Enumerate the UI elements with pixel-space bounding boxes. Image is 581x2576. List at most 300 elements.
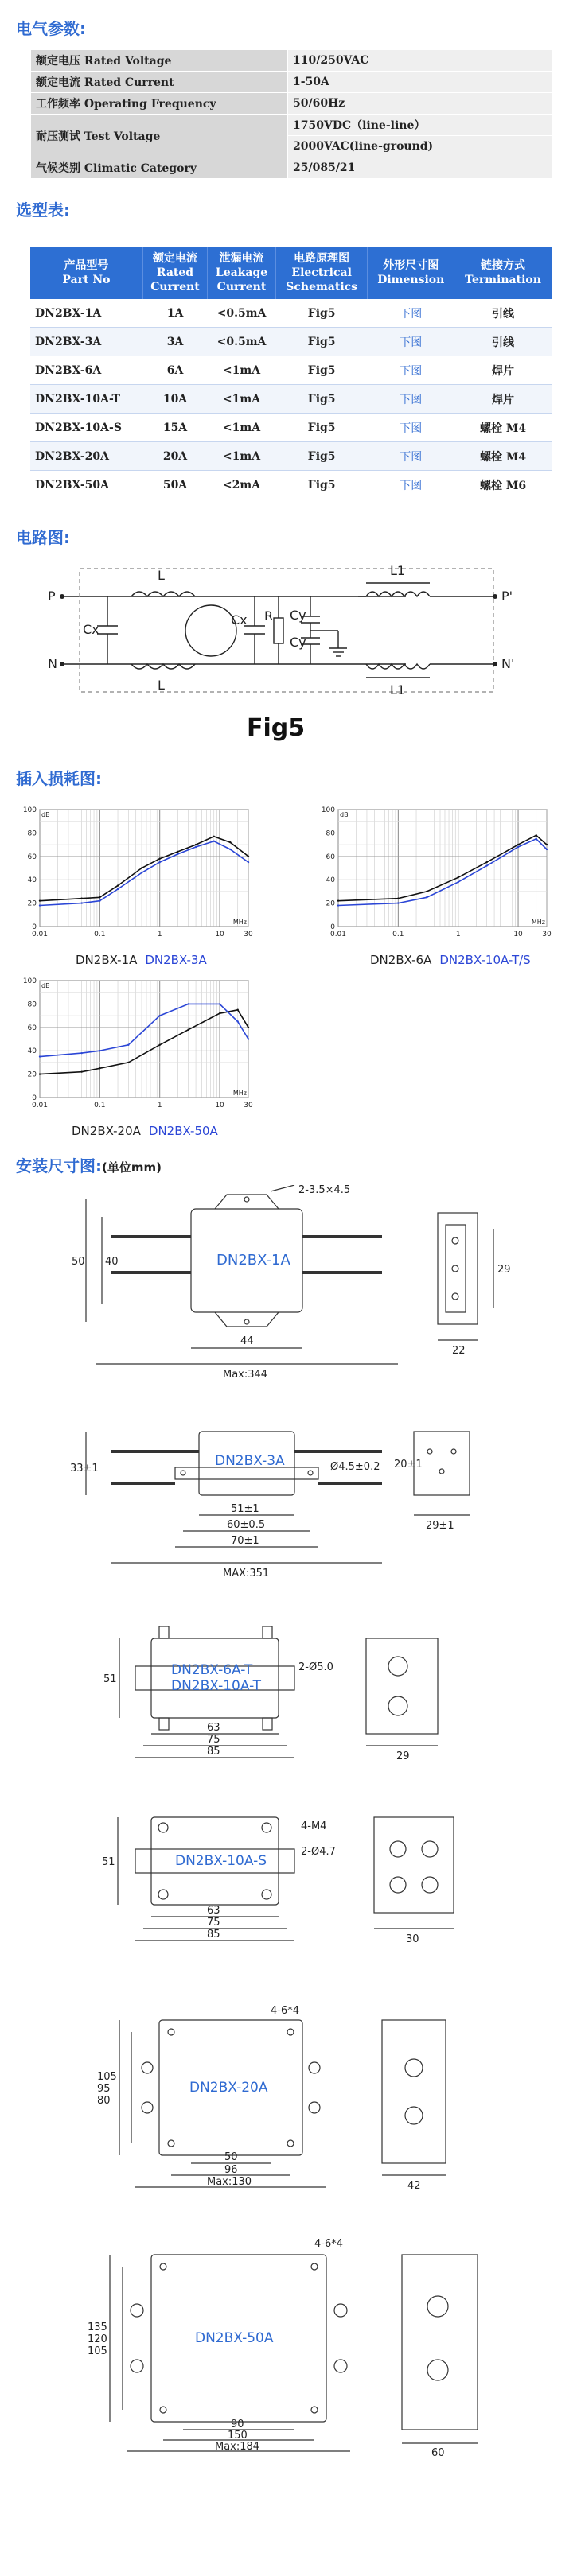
screw-terminal xyxy=(131,2360,143,2372)
cell-termination: 引线 xyxy=(454,328,552,356)
dim-height-2: 40 xyxy=(105,1256,119,1268)
selection-table xyxy=(30,247,552,499)
mount-hole xyxy=(244,1319,249,1324)
params-table xyxy=(30,49,552,179)
screw-terminal xyxy=(262,1823,271,1832)
loss-section-title: 插入损耗图: xyxy=(16,769,102,788)
dimension-link[interactable]: 下图 xyxy=(368,471,454,499)
cell-termination: 螺栓 M6 xyxy=(454,471,552,499)
dims-section-title xyxy=(16,1153,162,1176)
dimension-link[interactable]: 下图 xyxy=(368,299,454,328)
label-p: P xyxy=(48,589,56,604)
x-tick-label: 10 xyxy=(215,931,224,938)
table-row xyxy=(30,471,552,499)
data-point xyxy=(248,1027,249,1028)
header-line: 额定电流 xyxy=(153,252,198,265)
side-width: 42 xyxy=(407,2180,421,2192)
y-tick-label: 80 xyxy=(27,830,37,838)
hole-label: 2-3.5×4.5 xyxy=(298,1185,351,1196)
dim-height: 51 xyxy=(103,1673,117,1685)
solder-tab xyxy=(159,1626,169,1638)
dimension-link[interactable]: 下图 xyxy=(368,385,454,414)
l1-top-winding xyxy=(366,592,430,596)
y-unit-label: dB xyxy=(41,982,50,989)
dim-width: 44 xyxy=(240,1335,254,1347)
cell-leakage: <1mA xyxy=(208,414,276,442)
header-leakage-current xyxy=(208,247,276,299)
cell-part-no: DN2BX-50A xyxy=(30,471,142,499)
param-value: 2000VAC(line-ground) xyxy=(288,136,552,157)
side-terminal xyxy=(451,1449,456,1454)
y-tick-label: 100 xyxy=(22,977,37,985)
y-tick-label: 40 xyxy=(326,876,335,885)
y-tick-label: 60 xyxy=(27,853,37,861)
param-key: 耐压测试 Test Voltage xyxy=(31,115,288,157)
mount-hole xyxy=(181,1471,185,1475)
label-r: R xyxy=(264,608,274,624)
x-tick-label: 0.1 xyxy=(94,1102,106,1109)
side-terminal xyxy=(405,2059,423,2077)
data-point xyxy=(337,899,339,901)
param-value: 110/250VAC xyxy=(288,50,552,72)
dim-width-2: 75 xyxy=(207,1917,220,1929)
solder-tab xyxy=(263,1718,272,1730)
dim-height: 33±1 xyxy=(70,1463,99,1474)
cell-schematic: Fig5 xyxy=(275,442,368,471)
label-n-out: N' xyxy=(501,656,515,671)
side-width: 29±1 xyxy=(426,1520,454,1532)
y-tick-label: 20 xyxy=(27,1070,37,1079)
data-point xyxy=(195,846,197,848)
header-line: Current xyxy=(150,281,200,293)
param-key: 气候类别 Climatic Category xyxy=(31,157,288,179)
header-line: 外形尺寸图 xyxy=(383,259,439,272)
data-point xyxy=(457,881,458,883)
cell-rated: 20A xyxy=(142,442,207,471)
label-p-out: P' xyxy=(501,589,513,604)
data-point xyxy=(99,1050,100,1051)
model-label: DN2BX-6A-T xyxy=(171,1662,253,1678)
header-line: 泄漏电流 xyxy=(219,252,264,265)
fig5-label: Fig5 xyxy=(247,714,306,742)
model-label: DN2BX-20A xyxy=(189,2080,268,2096)
dim-max: MAX:351 xyxy=(223,1568,270,1579)
side-view xyxy=(366,1638,438,1734)
mount-hole xyxy=(287,2140,294,2147)
cell-part-no: DN2BX-10A-T xyxy=(30,385,142,414)
side-terminal xyxy=(405,2107,423,2124)
data-point xyxy=(546,849,548,850)
hole-label-2: 2-Ø4.7 xyxy=(301,1846,336,1858)
hole-label-1: 4-M4 xyxy=(301,1820,327,1832)
screw-terminal xyxy=(309,2102,320,2113)
data-point xyxy=(141,867,142,868)
cell-part-no: DN2BX-20A xyxy=(30,442,142,471)
side-terminal xyxy=(452,1265,458,1272)
y-tick-label: 40 xyxy=(27,876,37,885)
chart2-legend xyxy=(370,953,531,967)
data-point xyxy=(127,1044,129,1046)
legend-10a: DN2BX-10A-T/S xyxy=(439,953,531,967)
params-row xyxy=(31,72,552,93)
data-point xyxy=(195,844,197,845)
data-point xyxy=(485,864,487,866)
cell-leakage: <1mA xyxy=(208,442,276,471)
params-row xyxy=(31,93,552,115)
data-point xyxy=(457,876,458,878)
hole-label: 4-6*4 xyxy=(271,2005,300,2017)
data-point xyxy=(517,846,519,848)
y-tick-label: 80 xyxy=(27,1000,37,1009)
mount-hole xyxy=(311,2263,318,2270)
cell-leakage: <0.5mA xyxy=(208,299,276,328)
data-point xyxy=(337,904,339,906)
dimension-link[interactable]: 下图 xyxy=(368,328,454,356)
dim-width-1: 63 xyxy=(207,1905,220,1917)
dim-max: Max:184 xyxy=(215,2441,260,2453)
side-view xyxy=(438,1213,478,1324)
screw-terminal xyxy=(158,1823,168,1832)
dimension-link[interactable]: 下图 xyxy=(368,414,454,442)
cell-rated: 10A xyxy=(142,385,207,414)
header-line: Part No xyxy=(62,274,111,286)
mount-hole xyxy=(308,1471,313,1475)
mount-hole xyxy=(244,1197,249,1202)
table-row xyxy=(30,385,552,414)
data-point xyxy=(99,896,100,898)
data-point xyxy=(158,1044,160,1046)
side-terminal xyxy=(422,1841,438,1857)
dimension-drawing-20a xyxy=(96,2004,493,2195)
dim-width-3: 85 xyxy=(207,1746,220,1758)
header-line: 电路原理图 xyxy=(294,252,350,265)
table-row xyxy=(30,328,552,356)
label-cx2: Cx xyxy=(231,612,248,627)
y-tick-label: 100 xyxy=(321,806,335,814)
data-point xyxy=(229,849,231,850)
legend-50a: DN2BX-50A xyxy=(148,1124,218,1138)
leader-line xyxy=(271,1185,294,1191)
cell-leakage: <0.5mA xyxy=(208,328,276,356)
y-tick-label: 60 xyxy=(326,853,335,861)
header-line: Termination xyxy=(465,274,541,286)
model-label: DN2BX-3A xyxy=(215,1453,285,1469)
x-tick-label: 0.1 xyxy=(94,931,106,938)
side-width: 22 xyxy=(452,1345,466,1357)
circuit-diagram xyxy=(48,561,541,700)
model-label: DN2BX-1A xyxy=(216,1252,290,1269)
data-point xyxy=(187,1003,189,1004)
params-row xyxy=(31,157,552,179)
x-tick-label: 10 xyxy=(215,1102,224,1109)
cell-part-no: DN2BX-1A xyxy=(30,299,142,328)
choke-winding-bottom xyxy=(131,664,195,669)
cell-schematic: Fig5 xyxy=(275,414,368,442)
y-tick-label: 0 xyxy=(32,923,37,931)
dimension-drawing-50a xyxy=(88,2235,501,2457)
dim-width-3: 70±1 xyxy=(231,1535,259,1547)
dim-height-3: 105 xyxy=(88,2345,107,2357)
choke-winding-top xyxy=(131,592,195,596)
data-point xyxy=(237,1020,239,1022)
dimension-drawing-10a-s xyxy=(88,1805,509,1949)
insertion-loss-chart-3 xyxy=(16,974,255,1121)
header-line: Leakage xyxy=(215,266,268,279)
dims-title-text: 安装尺寸图: xyxy=(16,1156,102,1175)
header-line: 链接方式 xyxy=(481,259,526,272)
dim-height: 51 xyxy=(102,1856,115,1868)
mount-hole xyxy=(160,2263,166,2270)
data-point xyxy=(546,844,548,845)
dimension-link[interactable]: 下图 xyxy=(368,356,454,385)
data-point xyxy=(158,861,160,863)
y-tick-label: 60 xyxy=(27,1024,37,1032)
param-value: 50/60Hz xyxy=(288,93,552,115)
model-label: DN2BX-10A-S xyxy=(175,1853,267,1869)
cell-termination: 螺栓 M4 xyxy=(454,414,552,442)
dim-height-1: 135 xyxy=(88,2322,107,2333)
header-rated-current xyxy=(142,247,207,299)
data-point xyxy=(117,888,119,890)
side-terminal xyxy=(452,1293,458,1300)
mounting-flange xyxy=(175,1467,318,1479)
x-tick-label: 0.1 xyxy=(392,931,404,938)
dim-width-1: 50 xyxy=(224,2151,238,2163)
selection-section-title: 选型表: xyxy=(16,200,70,220)
side-terminal xyxy=(427,2296,448,2317)
cell-part-no: DN2BX-6A xyxy=(30,356,142,385)
legend-1a: DN2BX-1A xyxy=(76,953,138,967)
side-view xyxy=(402,2255,478,2430)
cell-leakage: <2mA xyxy=(208,471,276,499)
data-point xyxy=(536,834,537,836)
param-value: 1-50A xyxy=(288,72,552,93)
header-part-no xyxy=(30,247,142,299)
dim-height-2: 120 xyxy=(88,2333,107,2345)
data-point xyxy=(80,1052,82,1054)
solder-tab xyxy=(159,1718,169,1730)
cell-part-no: DN2BX-3A xyxy=(30,328,142,356)
dimension-drawing-1a xyxy=(64,1185,525,1384)
side-height: 29 xyxy=(497,1264,511,1276)
model-label: DN2BX-50A xyxy=(195,2330,274,2346)
header-line: Schematics xyxy=(286,281,358,293)
header-line: Current xyxy=(216,281,267,293)
screw-terminal xyxy=(158,1890,168,1899)
params-row xyxy=(31,50,552,72)
x-unit-label: MHz xyxy=(232,1090,247,1097)
side-width: 30 xyxy=(406,1933,419,1945)
cell-schematic: Fig5 xyxy=(275,471,368,499)
side-terminal xyxy=(439,1469,444,1474)
x-tick-label: 30 xyxy=(244,1102,253,1109)
side-terminal xyxy=(390,1841,406,1857)
dim-width-1: 51±1 xyxy=(231,1503,259,1515)
dim-width-1: 90 xyxy=(231,2419,244,2430)
data-point xyxy=(397,898,399,899)
side-terminal xyxy=(388,1657,407,1676)
terminal-p-out xyxy=(493,594,497,599)
data-point xyxy=(219,1003,220,1004)
dimension-drawing-3a xyxy=(64,1424,525,1583)
terminal-p xyxy=(60,594,64,599)
x-tick-label: 1 xyxy=(157,931,162,938)
y-unit-label: dB xyxy=(340,811,349,818)
x-tick-label: 30 xyxy=(244,931,253,938)
param-value: 1750VDC（line-line） xyxy=(288,115,552,136)
screw-terminal xyxy=(334,2304,347,2317)
chart3-legend xyxy=(72,1124,218,1138)
side-terminal xyxy=(427,2360,448,2380)
params-section-title: 电气参数: xyxy=(16,19,86,38)
param-value: 25/085/21 xyxy=(288,157,552,179)
dim-height-3: 80 xyxy=(97,2095,111,2107)
data-point xyxy=(229,841,231,843)
hole-label: 4-6*4 xyxy=(314,2238,344,2250)
side-width: 29 xyxy=(396,1750,410,1762)
dim-width-2: 150 xyxy=(228,2430,248,2442)
insertion-loss-chart-2 xyxy=(314,803,553,950)
circuit-section-title: 电路图: xyxy=(16,528,70,547)
chart1-legend xyxy=(76,953,207,967)
mount-hole xyxy=(311,2407,318,2413)
side-terminal xyxy=(388,1696,407,1715)
data-point xyxy=(177,853,178,855)
screw-terminal xyxy=(262,1890,271,1899)
dim-width-3: 85 xyxy=(207,1929,220,1941)
data-point xyxy=(80,902,82,903)
header-line: 产品型号 xyxy=(64,259,109,272)
side-terminal xyxy=(452,1237,458,1244)
side-height: 20±1 xyxy=(394,1459,423,1471)
side-width: 60 xyxy=(431,2447,445,2457)
data-point xyxy=(141,872,142,873)
legend-3a: DN2BX-3A xyxy=(145,953,207,967)
label-cy-top: Cy xyxy=(290,608,306,623)
hole-label: 2-Ø5.0 xyxy=(298,1661,333,1673)
data-point xyxy=(397,902,399,903)
solder-tab xyxy=(263,1626,272,1638)
label-l-top: L xyxy=(158,568,165,583)
cell-termination: 螺栓 M4 xyxy=(454,442,552,471)
x-tick-label: 30 xyxy=(542,931,552,938)
data-point xyxy=(158,1015,160,1016)
x-tick-label: 1 xyxy=(455,931,461,938)
cell-rated: 1A xyxy=(142,299,207,328)
y-tick-label: 0 xyxy=(32,1094,37,1102)
data-point xyxy=(99,899,100,901)
cell-rated: 3A xyxy=(142,328,207,356)
cell-schematic: Fig5 xyxy=(275,356,368,385)
label-cx1: Cx xyxy=(83,622,99,637)
dim-width-2: 60±0.5 xyxy=(227,1519,266,1531)
screw-terminal xyxy=(131,2304,143,2317)
mount-hole xyxy=(168,2140,174,2147)
cell-rated: 50A xyxy=(142,471,207,499)
dim-max: Max:130 xyxy=(207,2176,252,2188)
mount-hole xyxy=(287,2029,294,2035)
data-point xyxy=(117,884,119,886)
y-tick-label: 20 xyxy=(27,899,37,908)
header-line: Rated xyxy=(156,266,194,279)
data-point xyxy=(99,1067,100,1069)
dims-unit: (单位mm) xyxy=(102,1160,162,1175)
dim-width-2: 75 xyxy=(207,1734,220,1746)
screw-terminal xyxy=(142,2102,153,2113)
dim-max: Max:344 xyxy=(223,1369,268,1381)
data-point xyxy=(248,856,249,857)
resistor xyxy=(274,618,283,643)
y-tick-label: 20 xyxy=(326,899,335,908)
data-point xyxy=(213,836,215,837)
insertion-loss-chart-1 xyxy=(16,803,255,950)
data-point xyxy=(213,840,215,841)
screw-terminal xyxy=(142,2062,153,2073)
param-key: 额定电流 Rated Current xyxy=(31,72,288,93)
hole-label: Ø4.5±0.2 xyxy=(330,1461,380,1473)
screw-terminal xyxy=(309,2062,320,2073)
side-terminal xyxy=(427,1449,432,1454)
data-point xyxy=(127,1062,129,1063)
data-point xyxy=(219,1012,220,1014)
dim-height-1: 105 xyxy=(97,2071,117,2083)
cell-leakage: <1mA xyxy=(208,356,276,385)
data-point xyxy=(517,844,519,845)
cell-schematic: Fig5 xyxy=(275,299,368,328)
header-termination xyxy=(454,247,552,299)
data-point xyxy=(248,861,249,863)
dimension-link[interactable]: 下图 xyxy=(368,442,454,471)
screw-terminal xyxy=(334,2360,347,2372)
dimension-drawing-6a-10a-t xyxy=(103,1622,501,1766)
x-tick-label: 1 xyxy=(157,1102,162,1109)
y-tick-label: 80 xyxy=(326,830,335,838)
x-tick-label: 0.01 xyxy=(329,931,347,938)
x-tick-label: 0.01 xyxy=(31,1102,49,1109)
l1-bottom-winding xyxy=(366,664,430,669)
legend-20a: DN2BX-20A xyxy=(72,1124,141,1138)
y-unit-label: dB xyxy=(41,811,50,818)
data-point xyxy=(80,898,82,899)
data-point xyxy=(39,1055,41,1057)
data-point xyxy=(485,861,487,863)
cell-part-no: DN2BX-10A-S xyxy=(30,414,142,442)
cell-termination: 引线 xyxy=(454,299,552,328)
terminal-n xyxy=(60,662,64,666)
data-point xyxy=(39,1073,41,1074)
model-label-2: DN2BX-10A-T xyxy=(171,1678,262,1694)
legend-6a: DN2BX-6A xyxy=(370,953,432,967)
label-cy-bottom: Cy xyxy=(290,635,306,650)
data-point xyxy=(248,1038,249,1039)
cell-schematic: Fig5 xyxy=(275,328,368,356)
params-row xyxy=(31,115,552,136)
cell-termination: 焊片 xyxy=(454,356,552,385)
side-terminal xyxy=(390,1877,406,1893)
cell-leakage: <1mA xyxy=(208,385,276,414)
data-point xyxy=(39,904,41,906)
mount-hole xyxy=(160,2407,166,2413)
mount-hole xyxy=(168,2029,174,2035)
data-point xyxy=(158,858,160,860)
choke-core xyxy=(185,605,236,656)
enclosure-outline xyxy=(80,569,493,692)
label-l1-top: L1 xyxy=(390,563,406,578)
dim-height-2: 95 xyxy=(97,2083,111,2095)
data-point xyxy=(39,899,41,901)
cell-rated: 15A xyxy=(142,414,207,442)
table-row xyxy=(30,442,552,471)
